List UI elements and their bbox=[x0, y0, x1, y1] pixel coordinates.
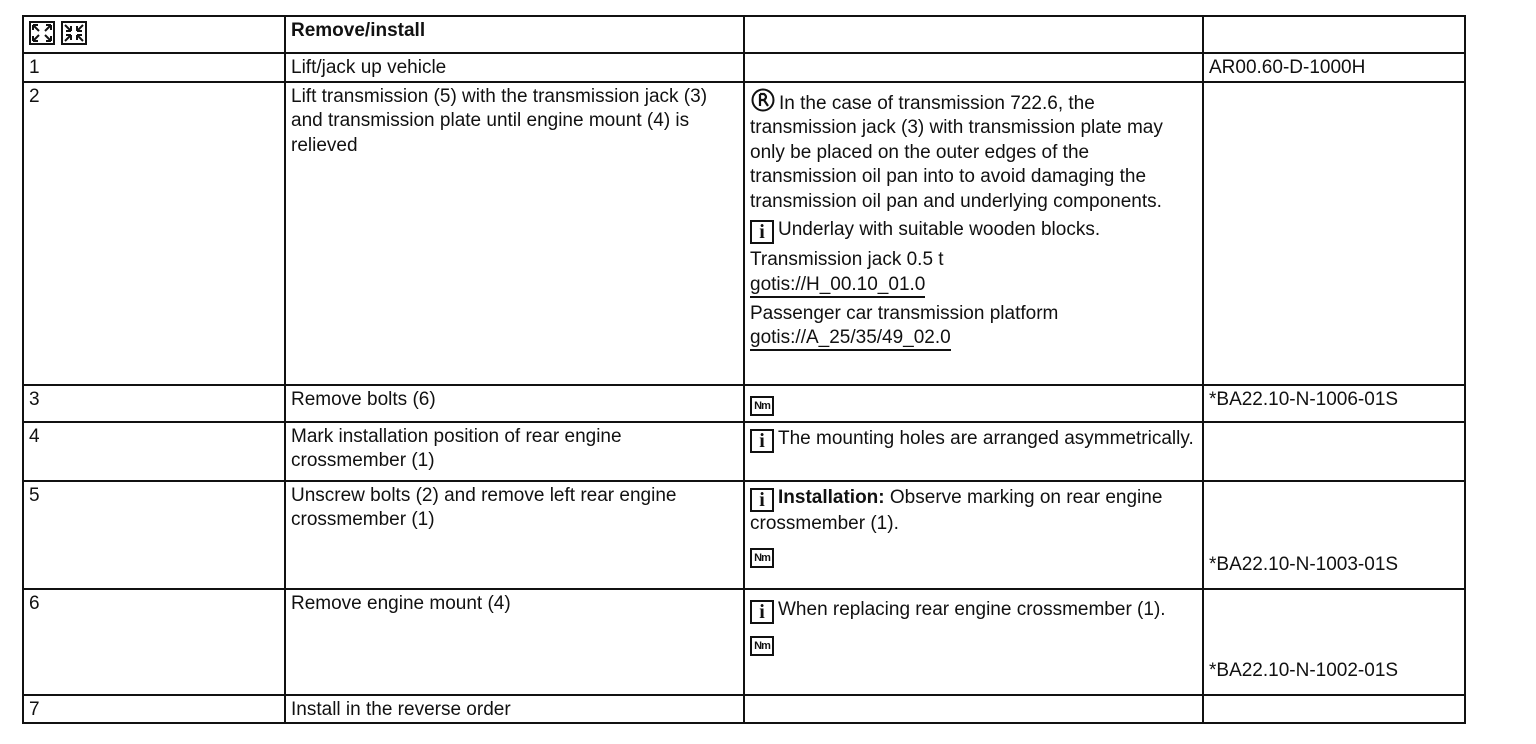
step-number: 1 bbox=[23, 53, 285, 82]
step-number: 7 bbox=[23, 695, 285, 724]
step-notes bbox=[744, 53, 1203, 82]
info-icon: i bbox=[750, 600, 774, 624]
step-reference bbox=[1203, 422, 1465, 481]
step-number: 5 bbox=[23, 481, 285, 589]
step-action: Mark installation position of rear engine crossmember (1) bbox=[285, 422, 744, 481]
header-empty-cell bbox=[1203, 16, 1465, 53]
step-number: 2 bbox=[23, 82, 285, 385]
step-action: Unscrew bolts (2) and remove left rear engine crossmember (1) bbox=[285, 481, 744, 589]
step-reference[interactable]: *BA22.10-N-1006-01S bbox=[1203, 385, 1465, 422]
tool-link[interactable]: gotis://H_00.10_01.0 bbox=[750, 274, 925, 298]
installation-label: Installation: bbox=[778, 486, 885, 508]
torque-icon[interactable]: Nm bbox=[750, 396, 774, 416]
step-action: Remove bolts (6) bbox=[285, 385, 744, 422]
step-reference[interactable]: AR00.60-D-1000H bbox=[1203, 53, 1465, 82]
info-icon: i bbox=[750, 220, 774, 244]
step-action: Remove engine mount (4) bbox=[285, 589, 744, 695]
step-action: Lift/jack up vehicle bbox=[285, 53, 744, 82]
info-note: Underlay with suitable wooden blocks. bbox=[778, 219, 1101, 240]
step-notes bbox=[744, 385, 1203, 422]
step-action: Lift transmission (5) with the transmission jack (3) and transmission plate until engine mount (4) is relieved bbox=[285, 82, 744, 385]
header-title: Remove/install bbox=[285, 16, 744, 53]
table-row bbox=[23, 82, 1465, 385]
step-action: Install in the reverse order bbox=[285, 695, 744, 724]
header-empty-cell bbox=[744, 16, 1203, 53]
table-row bbox=[23, 385, 1465, 422]
step-number: 4 bbox=[23, 422, 285, 481]
table-row bbox=[23, 589, 1465, 695]
info-note: When replacing rear engine crossmember (1). bbox=[778, 598, 1166, 620]
expand-all-icon[interactable] bbox=[29, 21, 55, 45]
step-notes bbox=[744, 82, 1203, 385]
step-number: 3 bbox=[23, 385, 285, 422]
info-note: The mounting holes are arranged asymmetrically. bbox=[778, 427, 1194, 449]
step-reference bbox=[1203, 481, 1465, 589]
procedure-table bbox=[22, 15, 1466, 724]
collapse-all-icon[interactable] bbox=[61, 21, 87, 45]
reference-link[interactable]: *BA22.10-N-1003-01S bbox=[1209, 554, 1399, 575]
torque-icon[interactable]: Nm bbox=[750, 548, 774, 568]
caution-note: In the case of transmission 722.6, the transmission jack (3) with transmission plate may only be placed on the outer edges of the transmission oil pan into to avoid damaging the transmission oil pan and underlying components. bbox=[750, 92, 1163, 212]
info-icon: i bbox=[750, 488, 774, 512]
tool-name: Passenger car transmission platform bbox=[750, 302, 1059, 324]
table-row bbox=[23, 695, 1465, 724]
step-notes bbox=[744, 481, 1203, 589]
step-notes bbox=[744, 589, 1203, 695]
step-reference bbox=[1203, 695, 1465, 724]
table-row bbox=[23, 53, 1465, 82]
reference-link[interactable]: *BA22.10-N-1002-01S bbox=[1209, 660, 1399, 681]
step-reference bbox=[1203, 589, 1465, 695]
tool-link[interactable]: gotis://A_25/35/49_02.0 bbox=[750, 327, 951, 351]
step-number: 6 bbox=[23, 589, 285, 695]
info-icon: i bbox=[750, 429, 774, 453]
table-row bbox=[23, 481, 1465, 589]
step-reference bbox=[1203, 82, 1465, 385]
step-notes bbox=[744, 422, 1203, 481]
header-icons-cell bbox=[23, 16, 285, 53]
header-row bbox=[23, 16, 1465, 53]
torque-icon[interactable]: Nm bbox=[750, 636, 774, 656]
step-notes bbox=[744, 695, 1203, 724]
info-note: Observe marking on rear engine crossmember (1). bbox=[750, 486, 1163, 534]
tool-name: Transmission jack 0.5 t bbox=[750, 249, 944, 270]
caution-icon bbox=[750, 88, 776, 112]
table-row bbox=[23, 422, 1465, 481]
